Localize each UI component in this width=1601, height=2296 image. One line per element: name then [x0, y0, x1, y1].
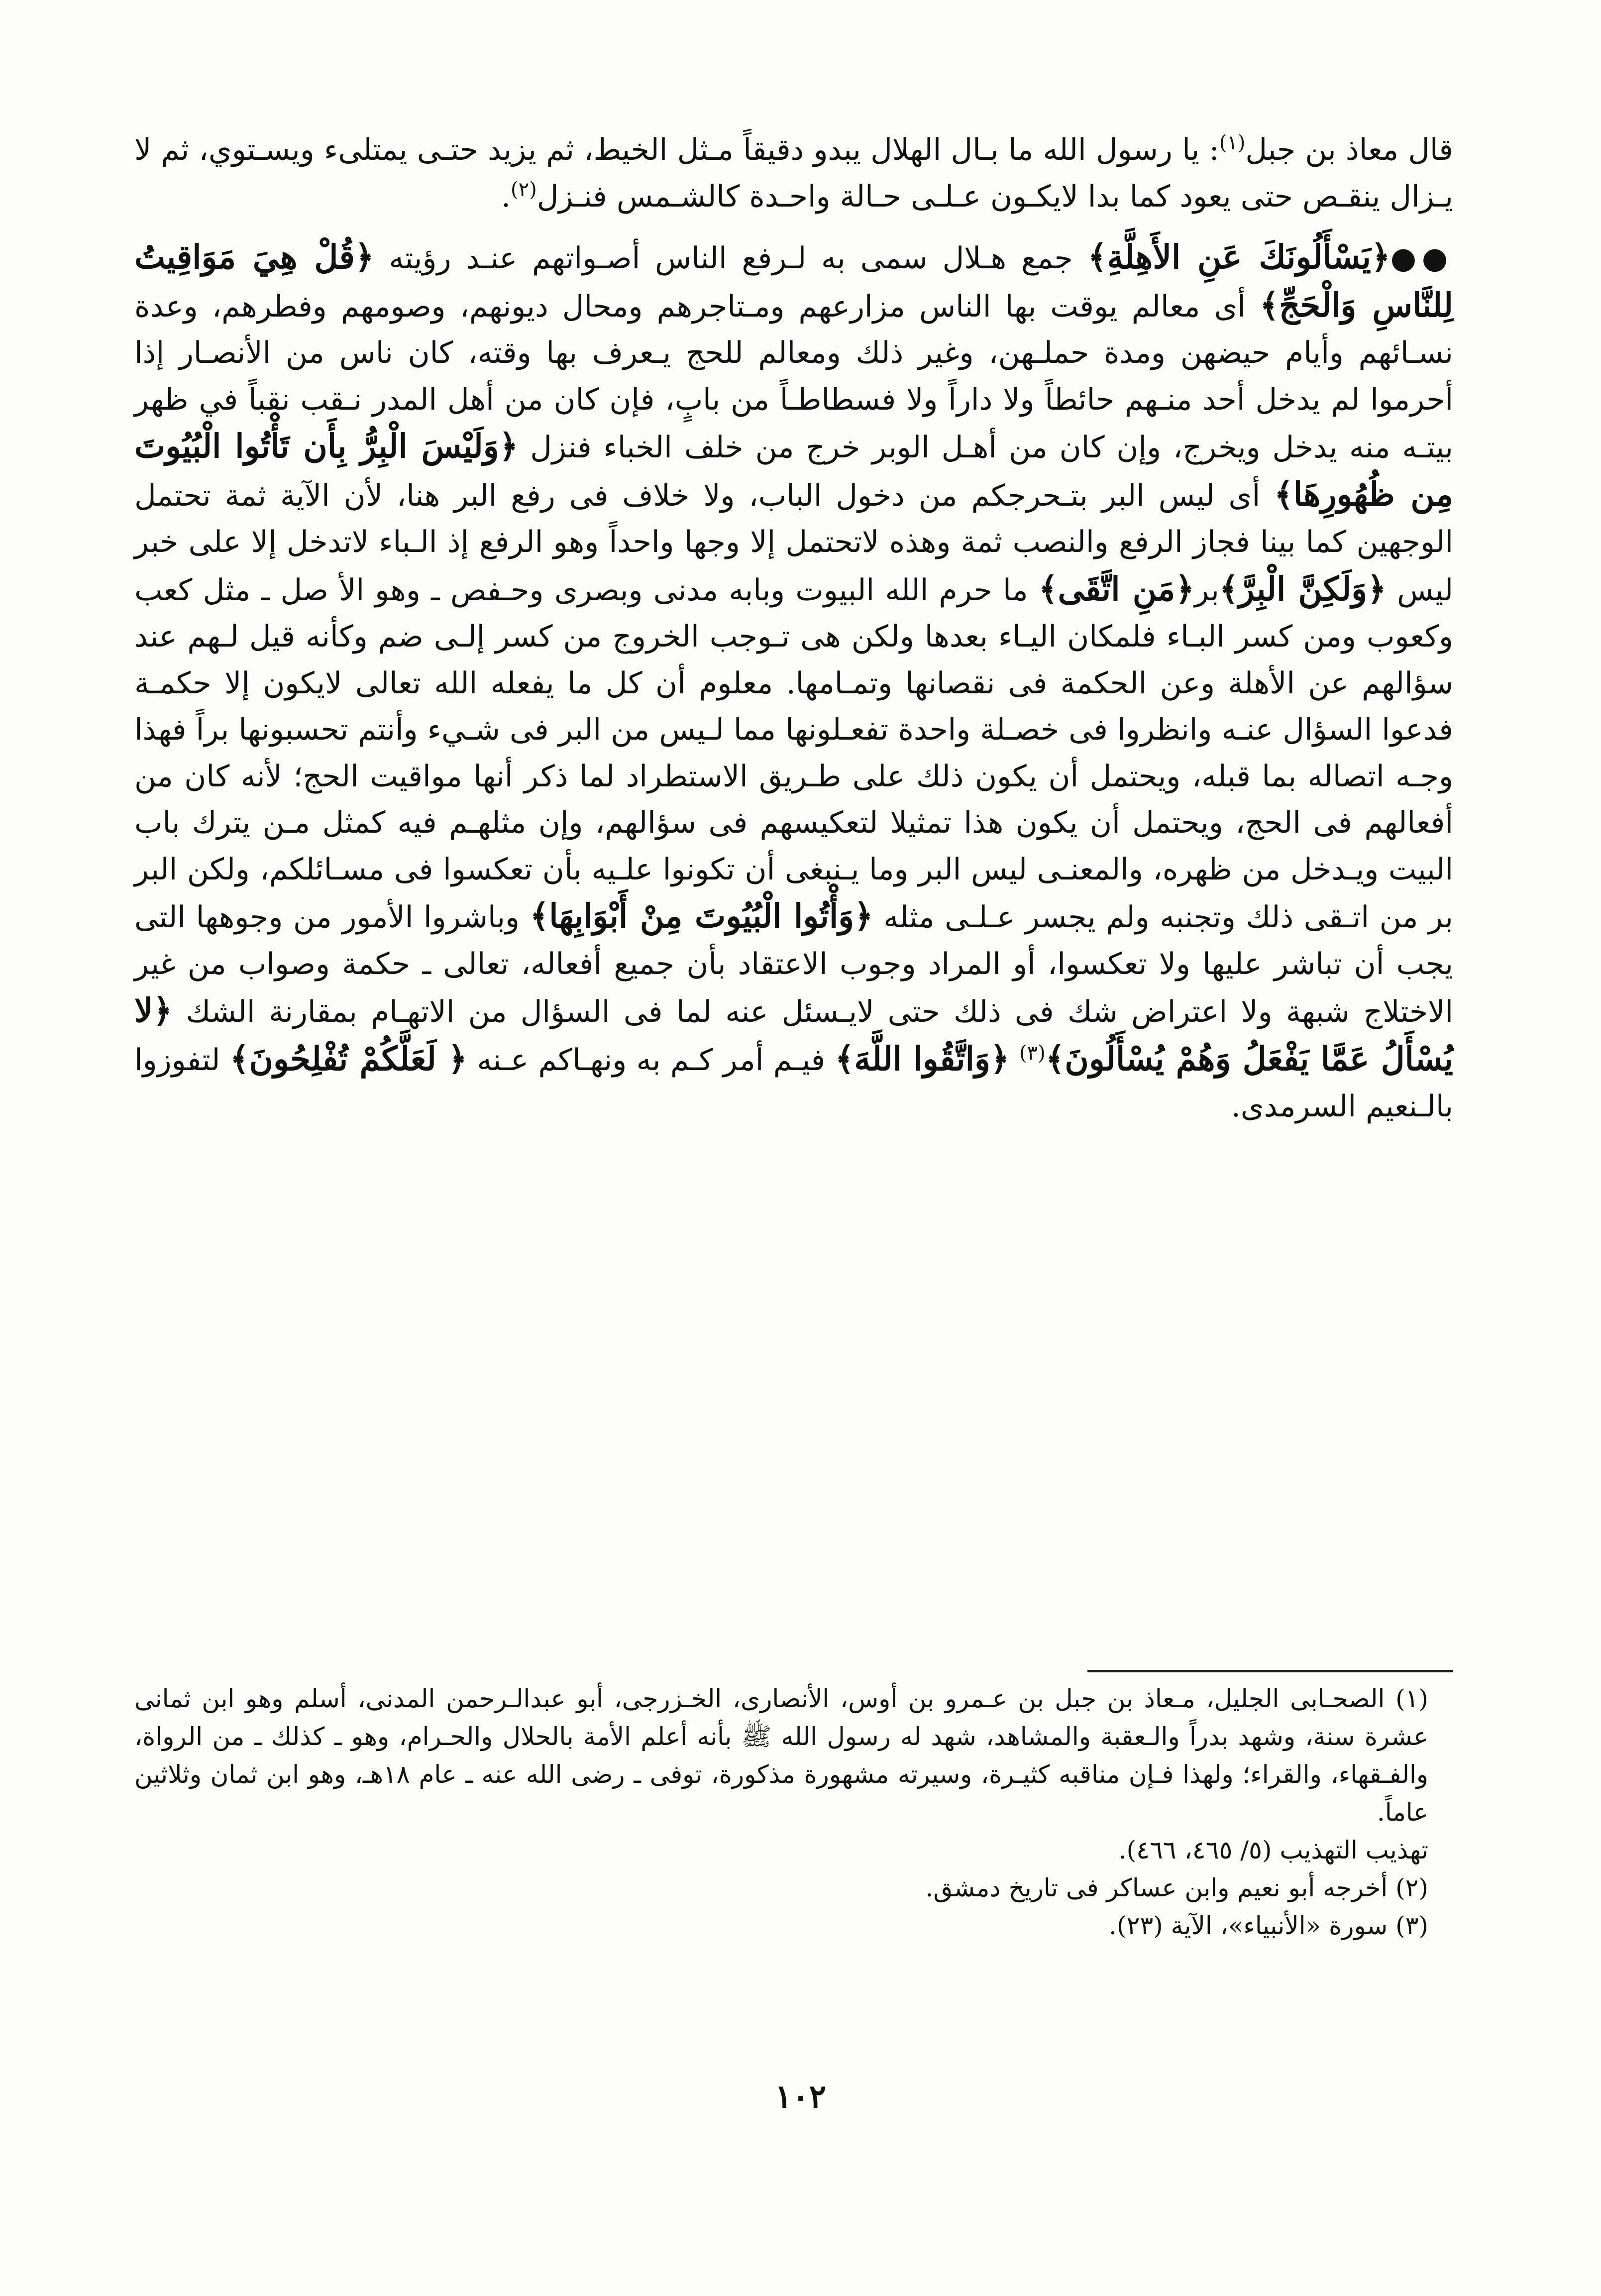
text-segment: بر	[1194, 572, 1219, 608]
main-text-body	[134, 127, 1453, 1130]
footnote-1: (١) الصحـابى الجليل، مـعاذ بن جبل بن عـمرو بن أوس، الأنصارى، الخـزرجى، أبو عبدالـرحمن المدنى، أسلم وهو ابن ثمانى عشرة سنة، وشهد بدراً والـعقبة والمشاهد، شهد له رسول الله ﷺ بأنه أعلم الأمة بالحلال والحـرام، وهو ـ كذلك ـ من الرواة، والفـقهاء، والقراء؛ ولهذا فـإن مناقبه كثيـرة، وسيرته مشهورة مذكورة، توفى ـ رضى الله عنه ـ عام ١٨هـ، وهو ابن ثمان وثلاثين عاماً.	[134, 1684, 1428, 1827]
quran-verse-1: ﴿يَسْأَلُونَكَ عَنِ الأَهِلَّةِ﴾	[1087, 237, 1390, 276]
text-segment: جمع هـلال سمى به لـرفع الناس أصـواتهم عنـد رؤيته	[389, 241, 1073, 276]
text-segment: قال معاذ بن جبل	[1245, 132, 1453, 167]
footnotes-section	[134, 1680, 1453, 1945]
footnote-marker-1[interactable]: (١)	[1219, 131, 1246, 154]
quran-verse-5: ﴿مَنِ اتَّقَى﴾	[1038, 569, 1195, 608]
text-segment: أى معالم يوقت بها الناس مزارعهم ومـتاجرهم ومحال ديونهم، وصومهم وفطرهم، وعدة نسـائهم وأيام حيضهن ومدة حملـهن، وغير ذلك ومعالم للحج يـعرف بها وقته، كان ناس من الأنصـار إذا أحرموا لم يدخل أحد منـهم حائطاً ولا داراً ولا فسطاطـاً من بابٍ، فإن كان من أهل المدر نـقب نقباً في ظهر بيتـه منه يدخل ويخرج، وإن كان من أهـل الوبر خرج من خلف الخباء فنزل	[134, 289, 1453, 465]
text-segment: لتفوزوا بالـنعيم السرمدى.	[134, 1042, 1453, 1124]
footnote-separator	[1087, 1670, 1453, 1672]
paragraph-hadith	[134, 127, 1453, 220]
text-segment: ما حرم الله البيوت وبابه مدنى وبصرى وحـفص ـ وهو الأ صل ـ مثل كعب وكعوب ومن كسر البـاء فلمكان اليـاء بعدها ولكن هى تـوجب الخروج من كسر إلـى ضم وكأنه قيل لـهم عند سؤالهم عن الأهلة وعن الحكمة فى نقصانها وتمـامها. معلوم أن كل ما يفعله الله تعالى لايكون إلا حكمـة فدعوا السؤال عنـه وانظروا فى خصـلة واحدة تفعـلونها مما لـيس من البر فى شـيء وأنتم تحسبونها براً فهذا وجـه اتصاله بما قبله، ويحتمل أن يكون ذلك على طـريق الاستطراد لما ذكر أنها مواقيت الحج؛ لأنه كان من أفعالهم فى الحج، ويحتمل أن يكون هذا تمثيلا لتعكيسهم فى سؤالهم، وإن مثلهـم فيه كمثل مـن يترك باب البيت ويـدخل من ظهره، والمعنـى ليس البر وما يـنبغى أن تكونوا علـيه بأن تعكسوا فى مسـائلكم، ولكن البر بر من اتـقى ذلك وتجنبه ولم يجسر عـلـى مثله	[134, 572, 1453, 935]
text-segment: فيـم أمر كـم به ونهـاكم عـنه	[477, 1042, 826, 1078]
quran-verse-2: ﴿قُلْ هِيَ مَوَاقِيتُ لِلنَّاسِ وَالْحَجِّ﴾	[134, 237, 1453, 325]
quran-verse-9: ﴿ لَعَلَّكُمْ تُفْلِحُونَ﴾	[229, 1039, 467, 1078]
footnote-marker-3[interactable]: (٣)	[1019, 1041, 1046, 1065]
footnote-2: (٢) أخرجه أبو نعيم وابن عساكر فى تاريخ دمشق.	[925, 1873, 1428, 1902]
text-segment: أى ليس البر بتـحرجكم من دخول الباب، ولا خلاف فى رفع البر هنا، لأن الآية ثمة تحتمل الوجهين كما بينا فجاز الرفع والنصب ثمة وهذه لاتحتمل إلا وجها واحداً وهو الرفع إذ الـباء لاتدخل إلا على خبر ليس	[134, 478, 1454, 608]
section-bullet: ●●	[1390, 241, 1454, 276]
footnote-3: (٣) سورة «الأنبياء»، الآية (٢٣).	[1109, 1911, 1428, 1940]
quran-verse-6: ﴿وَأْتُوا الْبُيُوتَ مِنْ أَبْوَابِهَا﴾	[530, 896, 873, 935]
footnote-marker-2[interactable]: (٢)	[511, 178, 537, 201]
page-number: ١٠٢	[774, 2078, 827, 2115]
quran-verse-3: ﴿وَلَيْسَ الْبِرُّ بِأَن تَأْتُوا الْبُيُوتَ مِن ظُهُورِهَا﴾	[134, 427, 1453, 514]
quran-verse-4: ﴿وَلَكِنَّ الْبِرَّ﴾	[1219, 569, 1387, 608]
quran-verse-8: ﴿وَاتَّقُوا اللَّهَ﴾	[835, 1039, 1010, 1078]
text-segment: .	[501, 179, 511, 214]
footnote-1-reference: تهذيب التهذيب (٥/ ٤٦٥، ٤٦٦).	[1118, 1836, 1428, 1864]
quran-verse-7: ﴿لا يُسْأَلُ عَمَّا يَفْعَلُ وَهُمْ يُسْأَلُونَ﴾	[134, 991, 1454, 1078]
paragraph-tafsir	[134, 234, 1453, 1130]
text-segment: : يا رسول الله ما بـال الهلال يبدو دقيقاً مـثل الخيط، ثم يزيد حتـى يمتلىء ويسـتوي، ثم لا يـزال ينقـص حتى يعود كما بدا لايكـون عـلـى حـالة واحـدة كالشـمس فنـزل	[134, 132, 1453, 214]
text-segment: وباشروا الأمور من وجوهها التى يجب أن تباشر عليها ولا تعكسوا، أو المراد وجوب الاعتقاد بأن جميع أفعاله، تعالى ـ حكمة وصواب من غير الاختلاج شبهة ولا اعتراض شك فى ذلك حتى لايـسئل عنه لما فى السؤال من الاتهـام بمقارنة الشك	[134, 900, 1453, 1029]
